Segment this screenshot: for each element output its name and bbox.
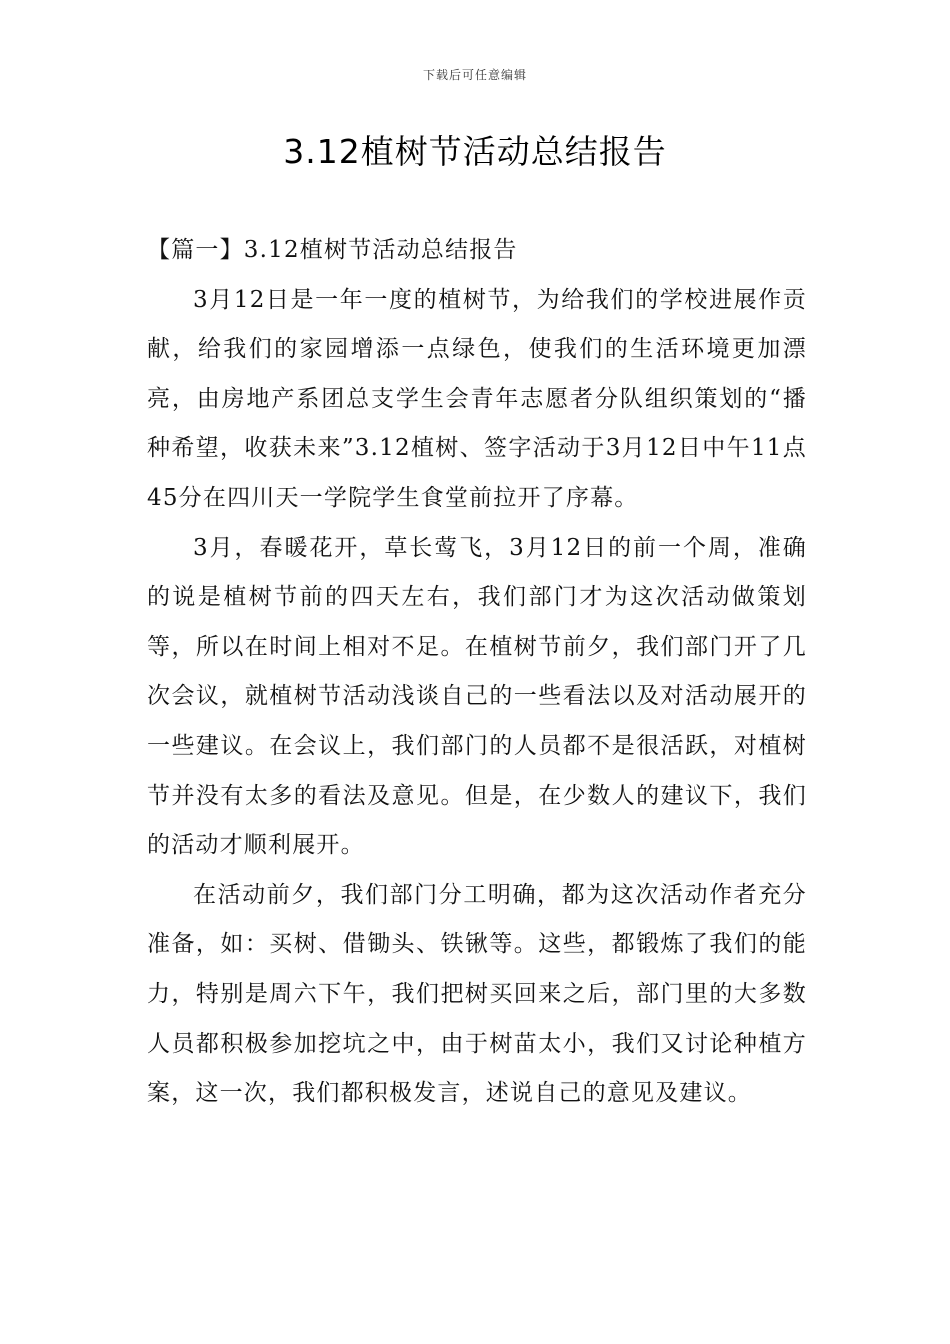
document-title: 3.12植树节活动总结报告 xyxy=(283,132,667,171)
document-body xyxy=(147,226,807,1119)
paragraph-2: 3月，春暖花开，草长莺飞，3月12日的前一个周，准确的说是植树节前的四天左右，我们部门才为这次活动做策划等，所以在时间上相对不足。在植树节前夕，我们部门开了几次会议，就植树节活动浅谈自己的一些看法以及对活动展开的一些建议。在会议上，我们部门的人员都不是很活跃，对植树节并没有太多的看法及意见。但是，在少数人的建议下，我们的活动才顺利展开。 xyxy=(147,534,807,859)
paragraph-3: 在活动前夕，我们部门分工明确，都为这次活动作者充分准备，如：买树、借锄头、铁锹等。这些，都锻炼了我们的能力，特别是周六下午，我们把树买回来之后，部门里的大多数人员都积极参加挖坑之中，由于树苗太小，我们又讨论种植方案，这一次，我们都积极发言，述说自己的意见及建议。 xyxy=(147,881,807,1107)
header-note: 下载后可任意编辑 xyxy=(422,68,527,82)
paragraph-1: 3月12日是一年一度的植树节，为给我们的学校进展作贡献，给我们的家园增添一点绿色，使我们的生活环境更加漂亮，由房地产系团总支学生会青年志愿者分队组织策划的“播种希望，收获未来”3.12植树、签字活动于3月12日中午11点45分在四川天一学院学生食堂前拉开了序幕。 xyxy=(147,286,807,511)
section-heading: 【篇一】3.12植树节活动总结报告 xyxy=(147,237,518,263)
